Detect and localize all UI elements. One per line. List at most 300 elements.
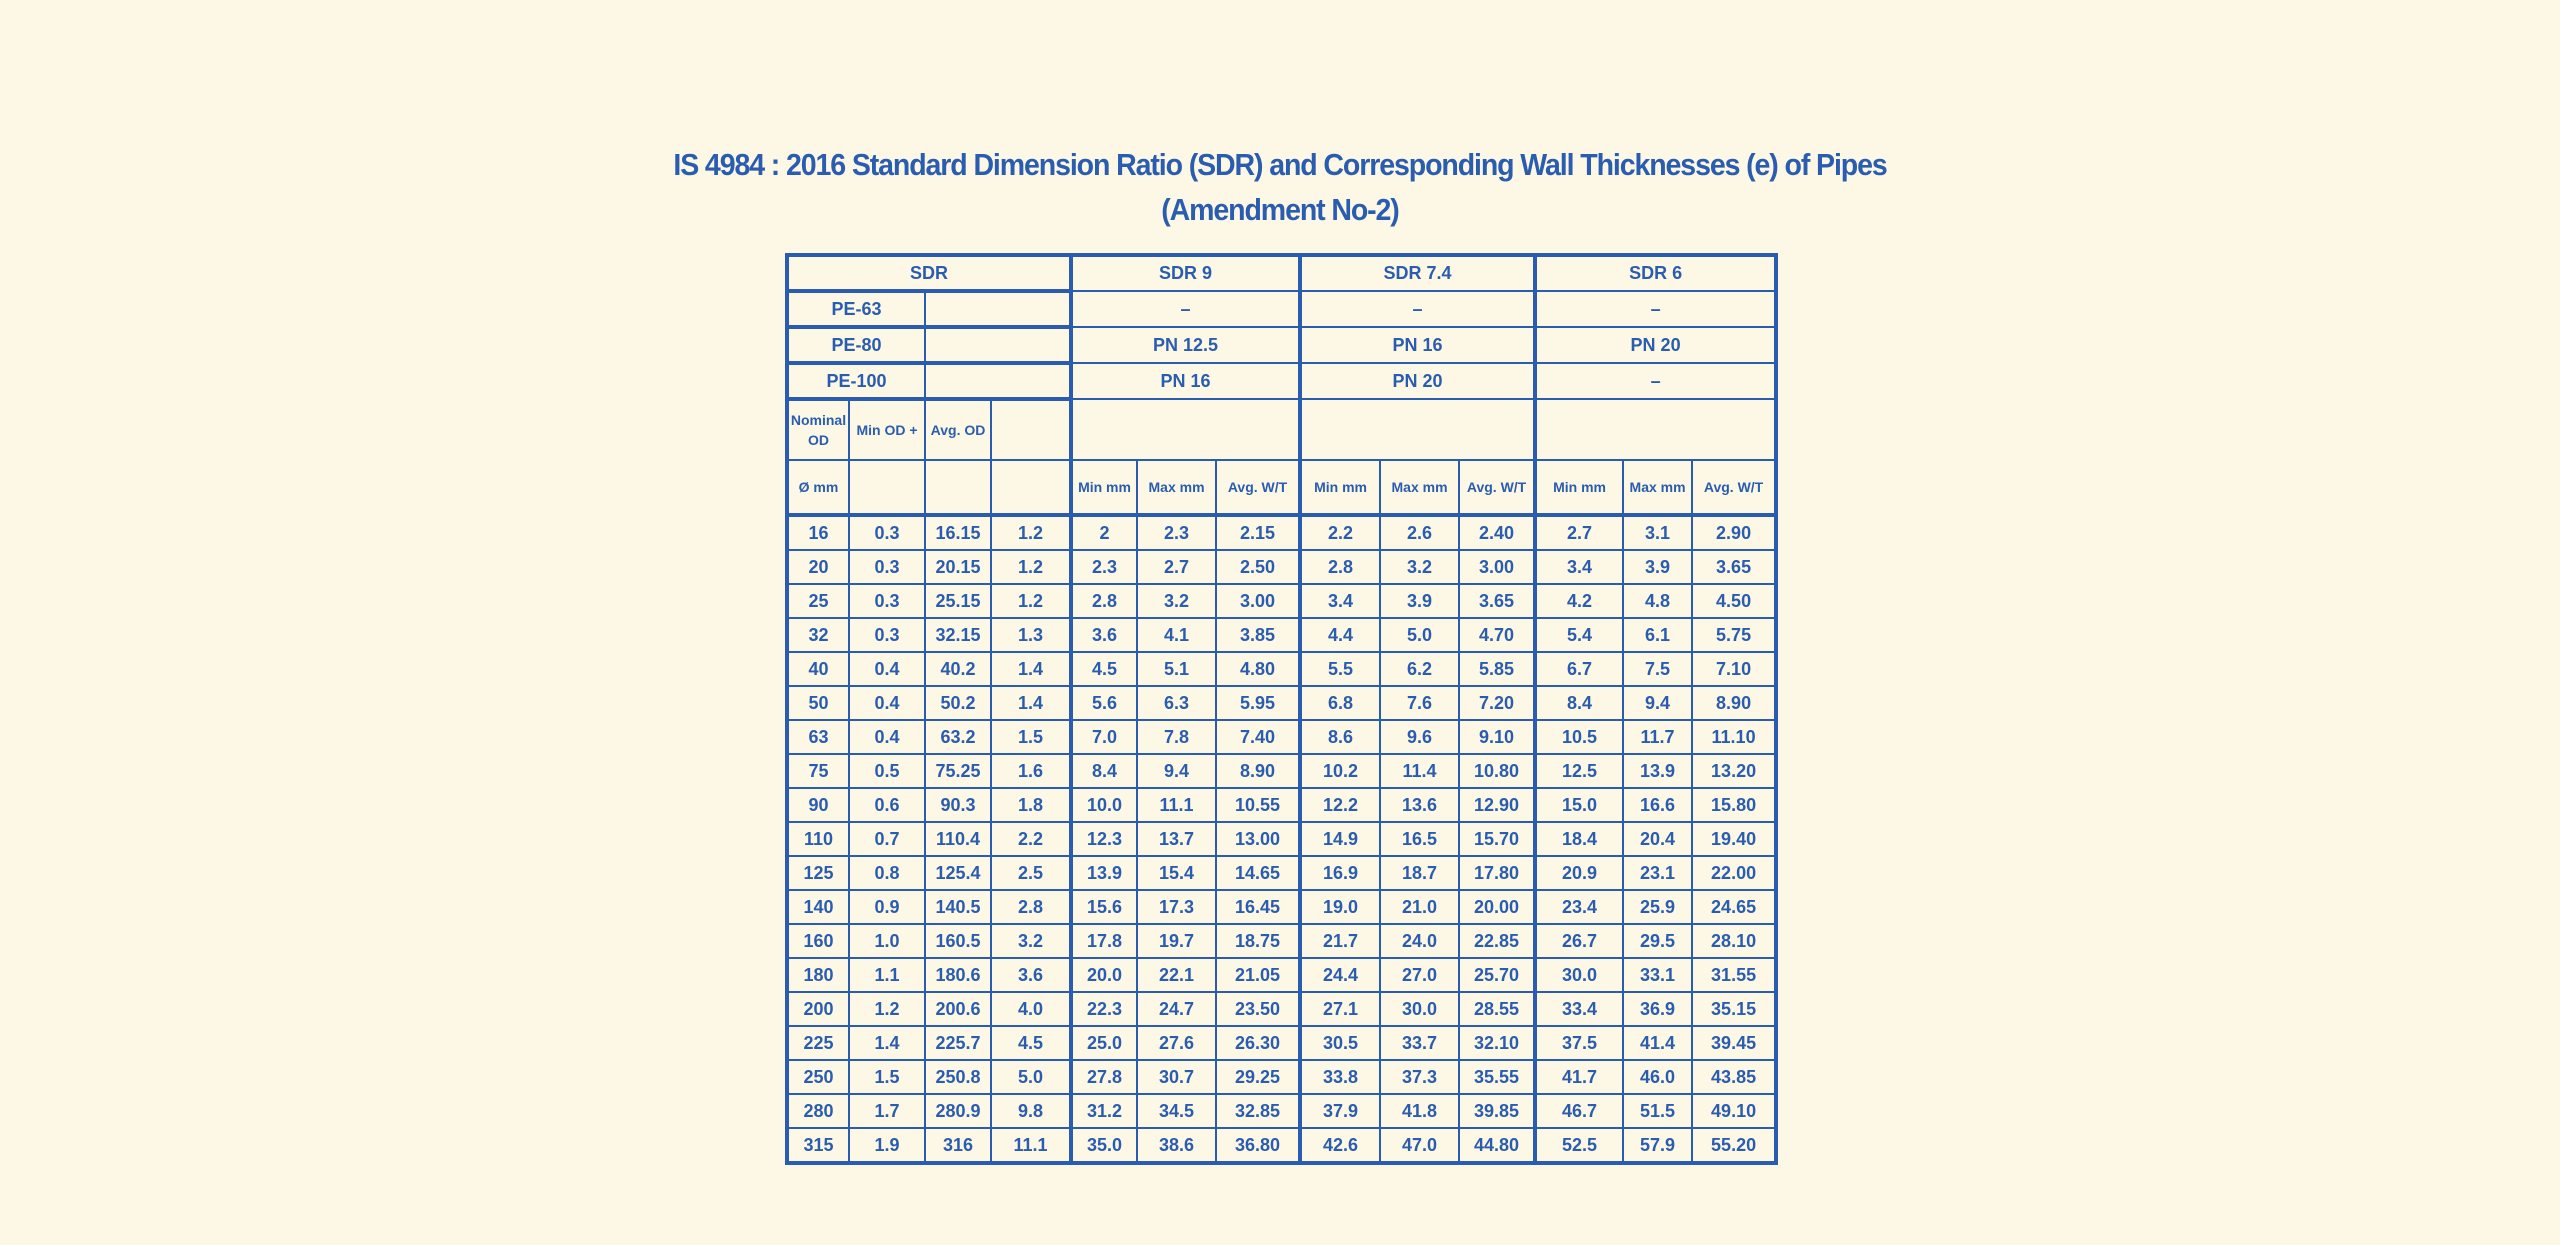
cell-sdr74-min: 19.0	[1300, 890, 1380, 924]
cell-sdr6-max: 20.4	[1623, 822, 1692, 856]
cell-min-od: 0.4	[849, 686, 925, 720]
table-row	[787, 652, 1776, 686]
cell-sdr6-avg: 8.90	[1692, 686, 1776, 720]
cell-sdr6-avg: 35.15	[1692, 992, 1776, 1026]
cell-sdr9-max: 2.3	[1137, 515, 1216, 550]
cell-sdr74-max: 33.7	[1380, 1026, 1459, 1060]
cell-tolerance: 11.1	[991, 1128, 1071, 1163]
cell-sdr9-avg: 29.25	[1216, 1060, 1300, 1094]
cell-sdr9-min: 35.0	[1071, 1128, 1137, 1163]
cell-sdr9-avg: 2.50	[1216, 550, 1300, 584]
cell-tolerance: 1.6	[991, 754, 1071, 788]
cell-sdr9-min: 2.8	[1071, 584, 1137, 618]
cell-sdr6-min: 30.0	[1535, 958, 1623, 992]
cell-min-od: 0.4	[849, 652, 925, 686]
cell-sdr6-avg: 15.80	[1692, 788, 1776, 822]
cell-nominal-od: 250	[787, 1060, 849, 1094]
cell-sdr6-max: 13.9	[1623, 754, 1692, 788]
cell-sdr74-min: 3.4	[1300, 584, 1380, 618]
cell-sdr9-avg: 26.30	[1216, 1026, 1300, 1060]
material-label: PE-100	[787, 363, 925, 399]
cell-sdr6-max: 11.7	[1623, 720, 1692, 754]
table-row	[787, 686, 1776, 720]
cell-sdr9-max: 9.4	[1137, 754, 1216, 788]
cell-sdr9-max: 34.5	[1137, 1094, 1216, 1128]
cell-tolerance: 2.5	[991, 856, 1071, 890]
cell-min-od: 0.6	[849, 788, 925, 822]
cell-sdr74-avg: 3.65	[1459, 584, 1535, 618]
cell-sdr74-max: 3.2	[1380, 550, 1459, 584]
cell-min-od: 0.3	[849, 515, 925, 550]
blank-cell	[991, 399, 1071, 460]
cell-sdr74-max: 41.8	[1380, 1094, 1459, 1128]
sub-header-max: Max mm	[1137, 460, 1216, 515]
cell-sdr74-min: 37.9	[1300, 1094, 1380, 1128]
cell-sdr6-max: 36.9	[1623, 992, 1692, 1026]
cell-sdr74-max: 47.0	[1380, 1128, 1459, 1163]
cell-sdr9-min: 25.0	[1071, 1026, 1137, 1060]
cell-sdr9-avg: 8.90	[1216, 754, 1300, 788]
blank-cell	[925, 363, 1071, 399]
cell-sdr6-avg: 24.65	[1692, 890, 1776, 924]
cell-sdr6-avg: 55.20	[1692, 1128, 1776, 1163]
cell-sdr74-max: 30.0	[1380, 992, 1459, 1026]
cell-sdr74-max: 16.5	[1380, 822, 1459, 856]
sub-header-avg: Avg. W/T	[1216, 460, 1300, 515]
cell-sdr9-min: 31.2	[1071, 1094, 1137, 1128]
cell-sdr74-avg: 5.85	[1459, 652, 1535, 686]
table-row	[787, 754, 1776, 788]
cell-sdr9-max: 6.3	[1137, 686, 1216, 720]
cell-nominal-od: 110	[787, 822, 849, 856]
cell-nominal-od: 20	[787, 550, 849, 584]
material-label: PE-63	[787, 291, 925, 327]
cell-sdr6-avg: 49.10	[1692, 1094, 1776, 1128]
cell-sdr6-max: 3.9	[1623, 550, 1692, 584]
cell-sdr9-avg: 23.50	[1216, 992, 1300, 1026]
cell-sdr9-avg: 13.00	[1216, 822, 1300, 856]
cell-sdr74-avg: 2.40	[1459, 515, 1535, 550]
cell-sdr6-min: 5.4	[1535, 618, 1623, 652]
cell-min-od: 1.5	[849, 1060, 925, 1094]
blank-cell	[849, 460, 925, 515]
cell-sdr74-avg: 7.20	[1459, 686, 1535, 720]
cell-tolerance: 1.2	[991, 550, 1071, 584]
cell-avg-od: 225.7	[925, 1026, 991, 1060]
cell-sdr6-max: 4.8	[1623, 584, 1692, 618]
cell-min-od: 0.3	[849, 584, 925, 618]
table-row	[787, 788, 1776, 822]
cell-avg-od: 180.6	[925, 958, 991, 992]
cell-min-od: 0.7	[849, 822, 925, 856]
cell-sdr74-min: 8.6	[1300, 720, 1380, 754]
cell-sdr9-avg: 5.95	[1216, 686, 1300, 720]
cell-min-od: 1.0	[849, 924, 925, 958]
blank-cell	[1535, 399, 1776, 460]
cell-sdr6-max: 7.5	[1623, 652, 1692, 686]
sdr-group-header: SDR 7.4	[1300, 255, 1535, 291]
cell-sdr6-min: 4.2	[1535, 584, 1623, 618]
cell-sdr9-min: 10.0	[1071, 788, 1137, 822]
cell-sdr6-min: 2.7	[1535, 515, 1623, 550]
cell-sdr9-max: 22.1	[1137, 958, 1216, 992]
cell-tolerance: 1.4	[991, 686, 1071, 720]
cell-sdr9-max: 30.7	[1137, 1060, 1216, 1094]
cell-min-od: 0.9	[849, 890, 925, 924]
cell-sdr6-avg: 39.45	[1692, 1026, 1776, 1060]
table-row	[787, 1094, 1776, 1128]
sub-header-min: Min mm	[1071, 460, 1137, 515]
sub-header-min: Min mm	[1300, 460, 1380, 515]
blank-cell	[925, 460, 991, 515]
cell-sdr6-min: 12.5	[1535, 754, 1623, 788]
cell-tolerance: 1.4	[991, 652, 1071, 686]
cell-sdr9-min: 4.5	[1071, 652, 1137, 686]
cell-sdr9-min: 15.6	[1071, 890, 1137, 924]
cell-tolerance: 1.8	[991, 788, 1071, 822]
cell-min-od: 1.9	[849, 1128, 925, 1163]
cell-avg-od: 125.4	[925, 856, 991, 890]
cell-sdr9-avg: 14.65	[1216, 856, 1300, 890]
cell-sdr9-min: 20.0	[1071, 958, 1137, 992]
cell-sdr74-avg: 3.00	[1459, 550, 1535, 584]
table-row	[787, 618, 1776, 652]
sdr-header-cell: SDR	[787, 255, 1071, 291]
cell-sdr74-max: 5.0	[1380, 618, 1459, 652]
cell-sdr6-max: 9.4	[1623, 686, 1692, 720]
cell-sdr74-avg: 4.70	[1459, 618, 1535, 652]
cell-sdr74-min: 24.4	[1300, 958, 1380, 992]
cell-sdr74-max: 18.7	[1380, 856, 1459, 890]
cell-sdr6-min: 20.9	[1535, 856, 1623, 890]
cell-sdr9-min: 13.9	[1071, 856, 1137, 890]
cell-sdr6-min: 18.4	[1535, 822, 1623, 856]
table-body	[787, 515, 1776, 1163]
table-row	[787, 822, 1776, 856]
cell-nominal-od: 90	[787, 788, 849, 822]
cell-sdr6-min: 46.7	[1535, 1094, 1623, 1128]
cell-sdr9-avg: 16.45	[1216, 890, 1300, 924]
material-label: PE-80	[787, 327, 925, 363]
cell-avg-od: 40.2	[925, 652, 991, 686]
pressure-rating: –	[1071, 291, 1300, 327]
cell-sdr74-min: 14.9	[1300, 822, 1380, 856]
cell-sdr9-min: 2	[1071, 515, 1137, 550]
cell-sdr6-max: 51.5	[1623, 1094, 1692, 1128]
cell-sdr6-avg: 5.75	[1692, 618, 1776, 652]
cell-sdr6-min: 15.0	[1535, 788, 1623, 822]
cell-tolerance: 4.0	[991, 992, 1071, 1026]
cell-sdr74-min: 21.7	[1300, 924, 1380, 958]
cell-avg-od: 20.15	[925, 550, 991, 584]
cell-sdr9-max: 7.8	[1137, 720, 1216, 754]
cell-sdr6-max: 46.0	[1623, 1060, 1692, 1094]
pressure-rating: PN 16	[1300, 327, 1535, 363]
cell-sdr74-min: 27.1	[1300, 992, 1380, 1026]
cell-avg-od: 63.2	[925, 720, 991, 754]
cell-tolerance: 1.2	[991, 584, 1071, 618]
cell-sdr74-min: 6.8	[1300, 686, 1380, 720]
cell-sdr6-avg: 22.00	[1692, 856, 1776, 890]
sub-header-max: Max mm	[1380, 460, 1459, 515]
sub-header-avg: Avg. W/T	[1459, 460, 1535, 515]
cell-sdr74-max: 3.9	[1380, 584, 1459, 618]
cell-sdr9-avg: 32.85	[1216, 1094, 1300, 1128]
cell-nominal-od: 160	[787, 924, 849, 958]
sub-header-max: Max mm	[1623, 460, 1692, 515]
cell-nominal-od: 63	[787, 720, 849, 754]
cell-sdr6-min: 3.4	[1535, 550, 1623, 584]
cell-sdr6-min: 37.5	[1535, 1026, 1623, 1060]
cell-sdr74-min: 16.9	[1300, 856, 1380, 890]
cell-sdr74-avg: 9.10	[1459, 720, 1535, 754]
cell-avg-od: 140.5	[925, 890, 991, 924]
table-row	[787, 515, 1776, 550]
cell-nominal-od: 180	[787, 958, 849, 992]
cell-sdr74-avg: 39.85	[1459, 1094, 1535, 1128]
cell-sdr6-max: 33.1	[1623, 958, 1692, 992]
cell-tolerance: 1.3	[991, 618, 1071, 652]
cell-sdr74-min: 30.5	[1300, 1026, 1380, 1060]
cell-sdr9-min: 3.6	[1071, 618, 1137, 652]
cell-sdr6-max: 25.9	[1623, 890, 1692, 924]
cell-sdr74-avg: 28.55	[1459, 992, 1535, 1026]
col-header-min-od: Min OD +	[849, 399, 925, 460]
col-header-unit: Ø mm	[787, 460, 849, 515]
cell-tolerance: 5.0	[991, 1060, 1071, 1094]
cell-sdr9-max: 38.6	[1137, 1128, 1216, 1163]
cell-sdr6-min: 52.5	[1535, 1128, 1623, 1163]
cell-sdr6-avg: 43.85	[1692, 1060, 1776, 1094]
cell-sdr6-min: 41.7	[1535, 1060, 1623, 1094]
table-row	[787, 1128, 1776, 1163]
blank-cell	[991, 460, 1071, 515]
cell-sdr74-max: 9.6	[1380, 720, 1459, 754]
sdr-group-header: SDR 6	[1535, 255, 1776, 291]
cell-sdr74-max: 21.0	[1380, 890, 1459, 924]
cell-sdr9-max: 15.4	[1137, 856, 1216, 890]
cell-sdr9-min: 2.3	[1071, 550, 1137, 584]
cell-nominal-od: 25	[787, 584, 849, 618]
cell-avg-od: 200.6	[925, 992, 991, 1026]
cell-sdr9-max: 5.1	[1137, 652, 1216, 686]
cell-sdr6-avg: 19.40	[1692, 822, 1776, 856]
cell-avg-od: 280.9	[925, 1094, 991, 1128]
cell-tolerance: 2.2	[991, 822, 1071, 856]
cell-sdr6-avg: 2.90	[1692, 515, 1776, 550]
cell-tolerance: 1.2	[991, 515, 1071, 550]
cell-sdr9-avg: 7.40	[1216, 720, 1300, 754]
cell-min-od: 1.4	[849, 1026, 925, 1060]
cell-min-od: 0.3	[849, 618, 925, 652]
cell-sdr6-min: 10.5	[1535, 720, 1623, 754]
cell-tolerance: 9.8	[991, 1094, 1071, 1128]
cell-sdr74-avg: 20.00	[1459, 890, 1535, 924]
cell-sdr74-avg: 10.80	[1459, 754, 1535, 788]
cell-sdr9-min: 7.0	[1071, 720, 1137, 754]
cell-sdr9-max: 17.3	[1137, 890, 1216, 924]
cell-sdr9-min: 27.8	[1071, 1060, 1137, 1094]
cell-sdr74-max: 7.6	[1380, 686, 1459, 720]
sub-header-min: Min mm	[1535, 460, 1623, 515]
cell-sdr6-min: 6.7	[1535, 652, 1623, 686]
cell-nominal-od: 140	[787, 890, 849, 924]
cell-sdr74-avg: 25.70	[1459, 958, 1535, 992]
title-line-1: IS 4984 : 2016 Standard Dimension Ratio (SDR) and Corresponding Wall Thicknesses (e) of Pipes	[673, 147, 1887, 182]
cell-avg-od: 16.15	[925, 515, 991, 550]
cell-nominal-od: 125	[787, 856, 849, 890]
cell-sdr74-min: 5.5	[1300, 652, 1380, 686]
cell-sdr9-avg: 21.05	[1216, 958, 1300, 992]
cell-sdr9-avg: 3.85	[1216, 618, 1300, 652]
cell-sdr74-avg: 22.85	[1459, 924, 1535, 958]
cell-sdr74-max: 24.0	[1380, 924, 1459, 958]
cell-sdr6-min: 26.7	[1535, 924, 1623, 958]
cell-min-od: 0.4	[849, 720, 925, 754]
cell-sdr6-min: 8.4	[1535, 686, 1623, 720]
table-row	[787, 890, 1776, 924]
cell-tolerance: 3.2	[991, 924, 1071, 958]
cell-sdr9-avg: 3.00	[1216, 584, 1300, 618]
cell-min-od: 0.3	[849, 550, 925, 584]
cell-nominal-od: 315	[787, 1128, 849, 1163]
cell-sdr74-max: 2.6	[1380, 515, 1459, 550]
cell-sdr9-max: 3.2	[1137, 584, 1216, 618]
cell-sdr6-min: 23.4	[1535, 890, 1623, 924]
cell-sdr9-max: 24.7	[1137, 992, 1216, 1026]
table-row	[787, 1026, 1776, 1060]
cell-sdr9-max: 11.1	[1137, 788, 1216, 822]
cell-sdr9-min: 12.3	[1071, 822, 1137, 856]
pressure-rating: PN 12.5	[1071, 327, 1300, 363]
cell-sdr9-min: 5.6	[1071, 686, 1137, 720]
blank-cell	[1300, 399, 1535, 460]
table-row	[787, 1060, 1776, 1094]
pressure-rating: –	[1300, 291, 1535, 327]
cell-sdr9-avg: 10.55	[1216, 788, 1300, 822]
cell-sdr6-avg: 28.10	[1692, 924, 1776, 958]
cell-sdr6-max: 6.1	[1623, 618, 1692, 652]
sub-header-avg: Avg. W/T	[1692, 460, 1776, 515]
cell-min-od: 1.1	[849, 958, 925, 992]
cell-sdr74-min: 4.4	[1300, 618, 1380, 652]
cell-sdr9-min: 8.4	[1071, 754, 1137, 788]
cell-avg-od: 160.5	[925, 924, 991, 958]
cell-sdr9-max: 27.6	[1137, 1026, 1216, 1060]
blank-cell	[925, 327, 1071, 363]
cell-min-od: 0.8	[849, 856, 925, 890]
col-header-avg-od: Avg. OD	[925, 399, 991, 460]
cell-tolerance: 2.8	[991, 890, 1071, 924]
cell-sdr74-avg: 32.10	[1459, 1026, 1535, 1060]
cell-sdr74-max: 27.0	[1380, 958, 1459, 992]
cell-avg-od: 90.3	[925, 788, 991, 822]
cell-nominal-od: 225	[787, 1026, 849, 1060]
blank-cell	[1071, 399, 1300, 460]
cell-sdr74-min: 10.2	[1300, 754, 1380, 788]
cell-sdr74-min: 2.8	[1300, 550, 1380, 584]
sdr-wall-thickness-table	[785, 253, 1778, 1165]
col-header-nominal-od: Nominal OD	[787, 399, 849, 460]
blank-cell	[925, 291, 1071, 327]
cell-sdr6-min: 33.4	[1535, 992, 1623, 1026]
cell-nominal-od: 75	[787, 754, 849, 788]
cell-sdr9-min: 22.3	[1071, 992, 1137, 1026]
cell-tolerance: 1.5	[991, 720, 1071, 754]
cell-avg-od: 75.25	[925, 754, 991, 788]
pressure-rating: –	[1535, 291, 1776, 327]
cell-nominal-od: 200	[787, 992, 849, 1026]
cell-min-od: 0.5	[849, 754, 925, 788]
cell-sdr6-max: 29.5	[1623, 924, 1692, 958]
cell-avg-od: 25.15	[925, 584, 991, 618]
cell-sdr74-min: 12.2	[1300, 788, 1380, 822]
cell-sdr6-avg: 11.10	[1692, 720, 1776, 754]
cell-min-od: 1.2	[849, 992, 925, 1026]
cell-sdr9-max: 4.1	[1137, 618, 1216, 652]
cell-sdr74-min: 33.8	[1300, 1060, 1380, 1094]
cell-sdr74-avg: 12.90	[1459, 788, 1535, 822]
page-title	[102, 142, 2457, 232]
cell-sdr6-avg: 31.55	[1692, 958, 1776, 992]
cell-sdr6-avg: 3.65	[1692, 550, 1776, 584]
table-row	[787, 958, 1776, 992]
cell-sdr74-avg: 17.80	[1459, 856, 1535, 890]
cell-sdr9-max: 2.7	[1137, 550, 1216, 584]
cell-sdr9-avg: 4.80	[1216, 652, 1300, 686]
table-row	[787, 550, 1776, 584]
cell-avg-od: 32.15	[925, 618, 991, 652]
cell-nominal-od: 40	[787, 652, 849, 686]
cell-nominal-od: 32	[787, 618, 849, 652]
sdr-group-header: SDR 9	[1071, 255, 1300, 291]
cell-nominal-od: 16	[787, 515, 849, 550]
cell-sdr74-max: 6.2	[1380, 652, 1459, 686]
cell-sdr6-avg: 7.10	[1692, 652, 1776, 686]
pressure-rating: PN 16	[1071, 363, 1300, 399]
cell-sdr6-max: 16.6	[1623, 788, 1692, 822]
cell-sdr9-min: 17.8	[1071, 924, 1137, 958]
table-row	[787, 856, 1776, 890]
cell-min-od: 1.7	[849, 1094, 925, 1128]
cell-sdr9-avg: 2.15	[1216, 515, 1300, 550]
table-row	[787, 584, 1776, 618]
cell-avg-od: 316	[925, 1128, 991, 1163]
cell-nominal-od: 280	[787, 1094, 849, 1128]
cell-avg-od: 250.8	[925, 1060, 991, 1094]
cell-sdr74-avg: 44.80	[1459, 1128, 1535, 1163]
table-row	[787, 992, 1776, 1026]
cell-avg-od: 50.2	[925, 686, 991, 720]
cell-sdr74-max: 37.3	[1380, 1060, 1459, 1094]
cell-sdr6-avg: 4.50	[1692, 584, 1776, 618]
cell-sdr74-max: 13.6	[1380, 788, 1459, 822]
cell-sdr9-avg: 36.80	[1216, 1128, 1300, 1163]
cell-sdr6-max: 3.1	[1623, 515, 1692, 550]
pressure-rating: PN 20	[1535, 327, 1776, 363]
cell-sdr6-max: 23.1	[1623, 856, 1692, 890]
cell-tolerance: 4.5	[991, 1026, 1071, 1060]
cell-sdr6-max: 57.9	[1623, 1128, 1692, 1163]
cell-sdr9-avg: 18.75	[1216, 924, 1300, 958]
cell-sdr74-min: 42.6	[1300, 1128, 1380, 1163]
table-row	[787, 720, 1776, 754]
title-line-2: (Amendment No-2)	[1161, 192, 1399, 227]
cell-sdr6-max: 41.4	[1623, 1026, 1692, 1060]
cell-sdr9-max: 19.7	[1137, 924, 1216, 958]
cell-nominal-od: 50	[787, 686, 849, 720]
cell-avg-od: 110.4	[925, 822, 991, 856]
